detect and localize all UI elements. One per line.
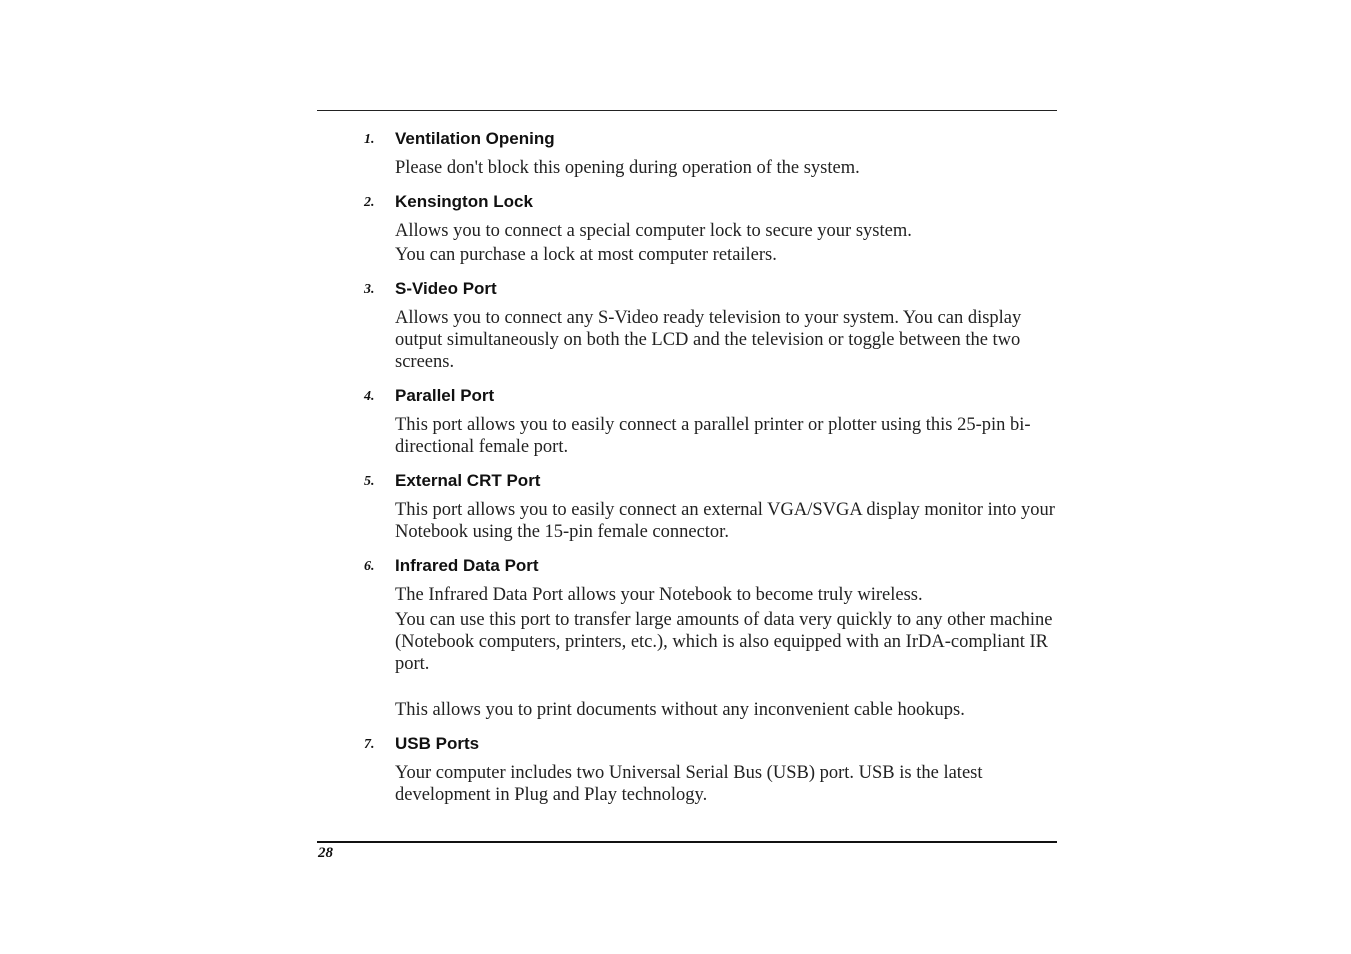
item-number: 3. — [364, 282, 375, 297]
item-heading-s-video-port — [317, 279, 1057, 301]
item-heading-usb-ports — [317, 734, 1057, 756]
manual-page — [317, 0, 1057, 954]
item-paragraph: This port allows you to easily connect an external VGA/SVGA display monitor into your Notebook using the 15-pin female connector. — [395, 500, 1055, 542]
item-title: Ventilation Opening — [395, 129, 555, 148]
item-paragraph: Please don't block this opening during operation of the system. — [395, 158, 860, 178]
item-number: 2. — [364, 195, 375, 210]
header-rule — [317, 110, 1057, 111]
item-title: Parallel Port — [395, 386, 495, 405]
item-paragraph: You can purchase a lock at most computer retailers. — [395, 245, 777, 265]
item-paragraph: The Infrared Data Port allows your Notebook to become truly wireless. — [395, 585, 923, 605]
page-number: 28 — [318, 845, 333, 861]
item-heading-kensington-lock — [317, 192, 1057, 214]
item-paragraph: You can use this port to transfer large amounts of data very quickly to any other machine (Notebook computers, printers, etc.), which is also equipped with an IrDA-compliant IR port. — [395, 610, 1053, 674]
item-number: 6. — [364, 559, 375, 574]
item-number: 5. — [364, 474, 375, 489]
item-title: External CRT Port — [395, 471, 541, 490]
item-title: S-Video Port — [395, 279, 497, 298]
item-paragraph: This allows you to print documents without any inconvenient cable hookups. — [395, 700, 965, 720]
item-title: Kensington Lock — [395, 192, 533, 211]
item-paragraph: This port allows you to easily connect a parallel printer or plotter using this 25-pin bi-directional female port. — [395, 415, 1031, 457]
footer-rule — [317, 841, 1057, 843]
item-heading-ventilation-opening — [317, 129, 1057, 151]
item-title: Infrared Data Port — [395, 556, 539, 575]
item-title: USB Ports — [395, 734, 480, 753]
item-number: 7. — [364, 737, 375, 752]
item-number: 1. — [364, 132, 375, 147]
item-heading-parallel-port — [317, 386, 1057, 408]
item-heading-infrared-data-port — [317, 556, 1057, 578]
item-paragraph: Allows you to connect any S-Video ready television to your system. You can display output simultaneously on both the LCD and the television or toggle between the two screens. — [395, 308, 1022, 372]
item-heading-external-crt-port — [317, 471, 1057, 493]
item-paragraph: Your computer includes two Universal Serial Bus (USB) port. USB is the latest development in Plug and Play technology. — [395, 763, 983, 805]
item-number: 4. — [364, 389, 375, 404]
item-paragraph: Allows you to connect a special computer lock to secure your system. — [395, 221, 912, 241]
